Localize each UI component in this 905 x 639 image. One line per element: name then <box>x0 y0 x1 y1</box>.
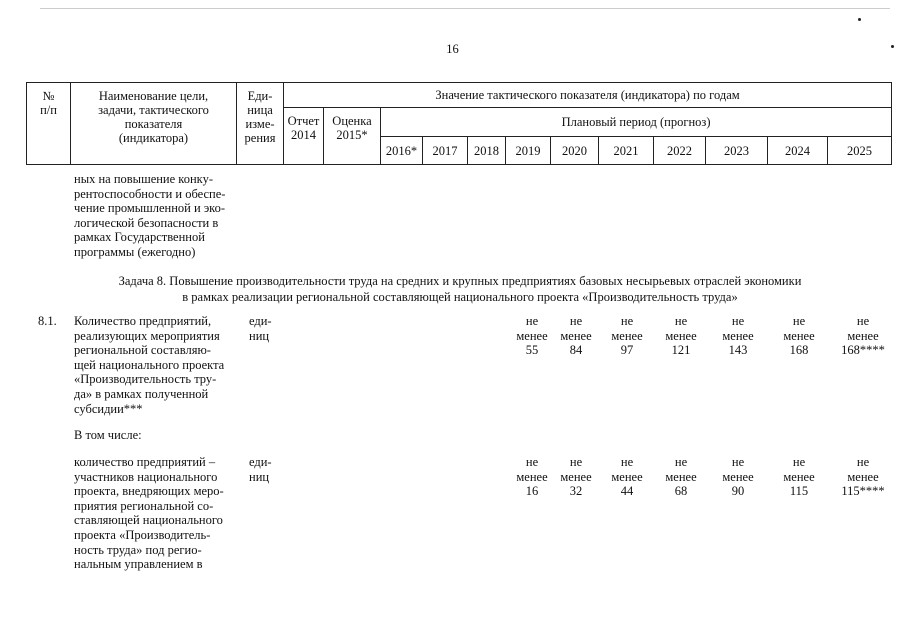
row-sub-name: количество предприятий – участников национального проекта, внедряющих меро- приятия региональной со- ставляющей национального проекта «Производитель- ность труда» под регио- нальным управлением в <box>74 455 224 572</box>
row-sub-value-2023: не менее 90 <box>722 455 754 499</box>
continuation-text: ных на повышение конку- рентоспособности и обеспе- чение промышленной и эко- логической безопасности в рамках Государственной программы (ежегодно) <box>74 172 226 259</box>
header-plan-title: Плановый период (прогноз) <box>381 108 892 137</box>
task-8-title-line1: Задача 8. Повышение производительности труда на средних и крупных предприятиях базовых несырьевых отраслей экономики <box>118 274 802 288</box>
row-8-1-value-2019: не менее 55 <box>516 314 548 358</box>
header-value-title: Значение тактического показателя (индикатора) по годам <box>284 83 892 108</box>
header-year: 2016* <box>381 137 423 165</box>
row-8-1-value-2024: не менее 168 <box>783 314 815 358</box>
row-sub-value-2019: не менее 16 <box>516 455 548 499</box>
header-estimate-2015: Оценка 2015* <box>324 108 381 165</box>
row-sub-value-2022: не менее 68 <box>665 455 697 499</box>
header-report-2014: Отчет 2014 <box>284 108 324 165</box>
header-year: 2019 <box>506 137 551 165</box>
header-year: 2020 <box>551 137 599 165</box>
row-8-1-value-2023: не менее 143 <box>722 314 754 358</box>
header-year: 2021 <box>599 137 654 165</box>
row-8-1-unit: еди- ниц <box>249 314 272 343</box>
row-sub-value-2024: не менее 115 <box>783 455 815 499</box>
task-8-title-line2: в рамках реализации региональной составляющей национального проекта «Производительность труда» <box>182 290 738 304</box>
row-sub-unit: еди- ниц <box>249 455 272 484</box>
row-8-1-value-2025: не менее 168**** <box>841 314 885 358</box>
page-number: 16 <box>446 42 459 56</box>
header-year: 2017 <box>423 137 468 165</box>
row-sub-value-2025: не менее 115**** <box>841 455 885 499</box>
row-8-1-value-2020: не менее 84 <box>560 314 592 358</box>
row-8-1-number: 8.1. <box>38 314 57 328</box>
header-year: 2022 <box>654 137 706 165</box>
header-name: Наименование цели, задачи, тактического показателя (индикатора) <box>71 83 237 165</box>
header-year: 2023 <box>706 137 768 165</box>
scan-speck <box>858 18 861 21</box>
scan-edge-line <box>40 8 890 9</box>
row-8-1-name: Количество предприятий, реализующих мероприятия региональной составляю- щей национального проекта «Производительность тру- да» в рамках полученной субсидии*** <box>74 314 225 416</box>
header-unit: Еди- ница изме- рения <box>237 83 284 165</box>
header-year: 2018 <box>468 137 506 165</box>
row-sub-value-2021: не менее 44 <box>611 455 643 499</box>
row-8-1-value-2022: не менее 121 <box>665 314 697 358</box>
row-sub-value-2020: не менее 32 <box>560 455 592 499</box>
row-8-1-value-2021: не менее 97 <box>611 314 643 358</box>
header-num: № п/п <box>27 83 71 165</box>
indicator-table-header <box>26 82 892 165</box>
header-year: 2024 <box>768 137 828 165</box>
including-label: В том числе: <box>74 428 142 442</box>
header-year: 2025 <box>828 137 892 165</box>
